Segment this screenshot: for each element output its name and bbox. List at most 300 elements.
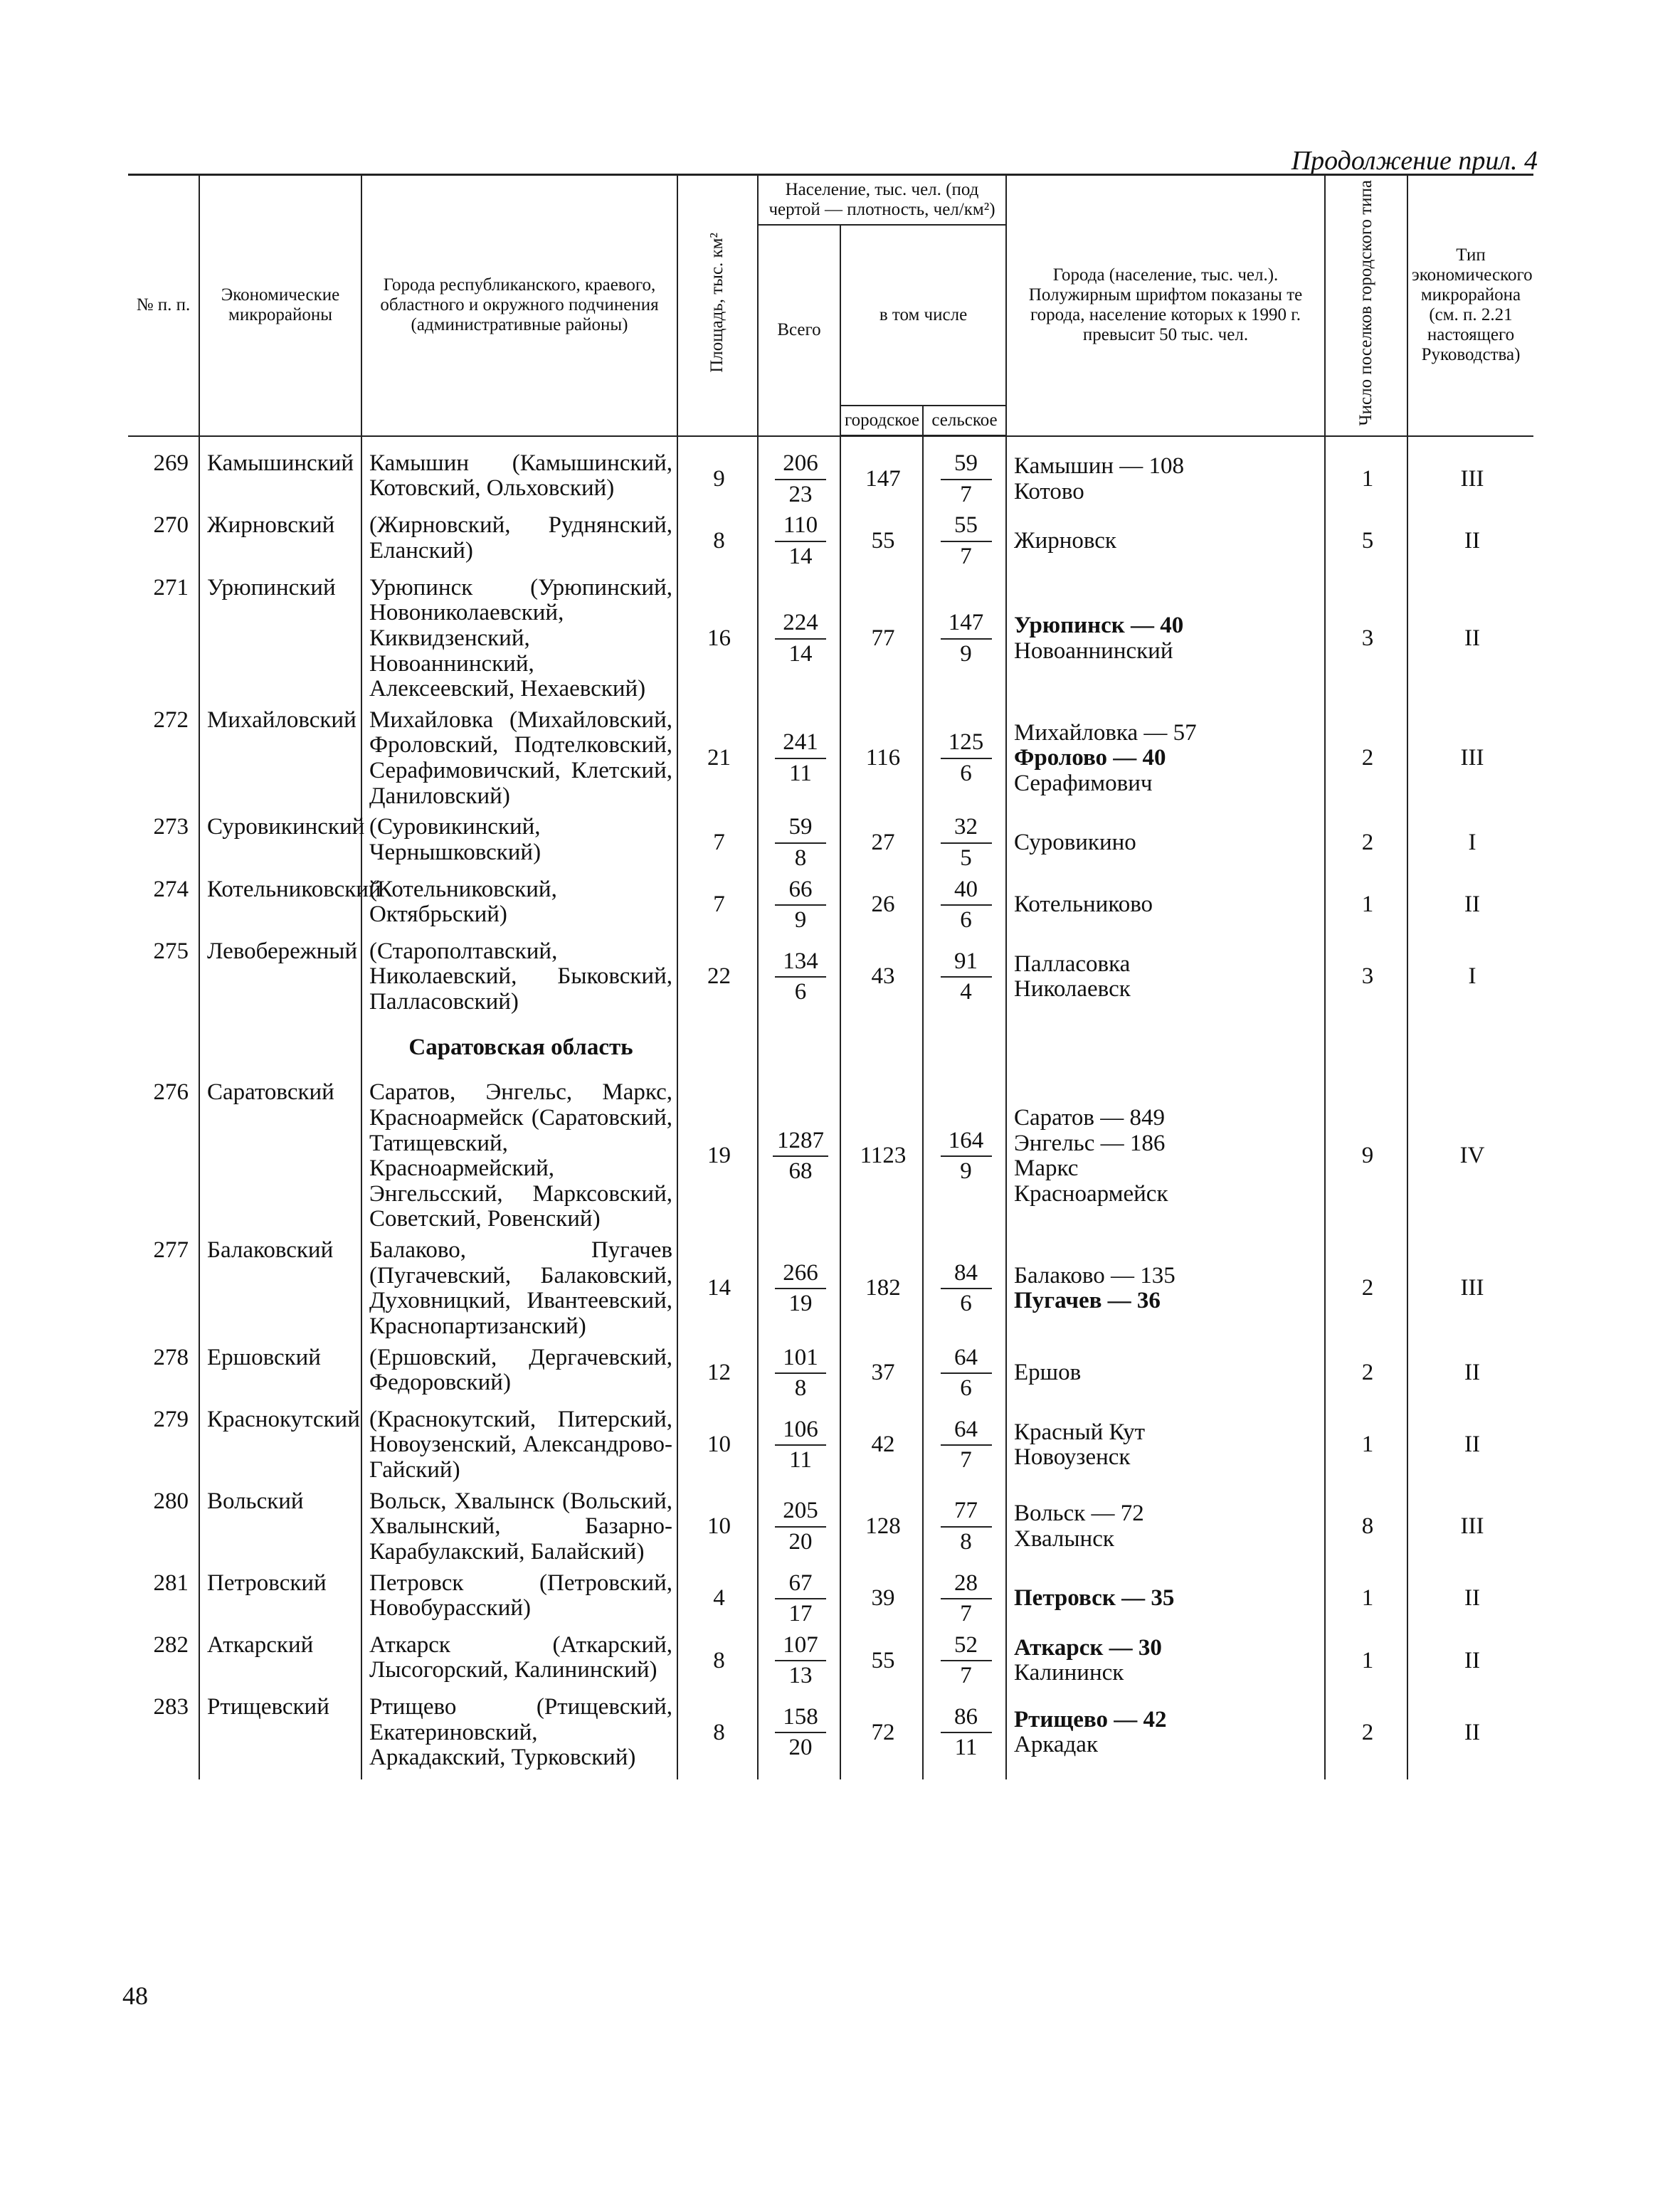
rural-density-value: 7 (960, 1663, 972, 1689)
urban-population: 116 (840, 705, 923, 813)
row-number: 281 (128, 1568, 199, 1630)
rural-density-value: 4 (960, 979, 972, 1005)
rural-population-value: 125 (941, 730, 992, 759)
table-row (128, 1692, 1533, 1779)
total-density-value: 20 (788, 1529, 813, 1555)
administrative-districts: (Краснокутский, Питерский, Новоузенский, Александрово-Гайский) (361, 1404, 677, 1486)
settlements-count: 1 (1325, 1630, 1407, 1692)
settlements-count: 8 (1325, 1486, 1407, 1568)
microdistrict-type: III (1407, 705, 1533, 813)
urban-population: 72 (840, 1692, 923, 1779)
total-population (758, 1343, 840, 1404)
total-population-value: 134 (775, 949, 826, 978)
microdistrict-name: Вольский (199, 1486, 361, 1568)
row-number: 276 (128, 1077, 199, 1235)
rural-population (923, 874, 1006, 936)
total-fraction (775, 730, 826, 786)
settlements-count: 1 (1325, 874, 1407, 936)
total-density-value: 20 (788, 1735, 813, 1761)
microdistrict-name: Краснокутский (199, 1404, 361, 1486)
rural-fraction (941, 1128, 992, 1185)
rural-population (923, 812, 1006, 874)
total-population-value: 67 (775, 1571, 826, 1600)
row-number: 280 (128, 1486, 199, 1568)
total-population (758, 874, 840, 936)
rural-population (923, 1630, 1006, 1692)
rural-density-value: 11 (954, 1735, 978, 1761)
total-population (758, 1404, 840, 1486)
microdistrict-name: Михайловский (199, 705, 361, 813)
microdistrict-name: Саратовский (199, 1077, 361, 1235)
rural-density-value: 9 (960, 640, 972, 667)
table-row (128, 1235, 1533, 1343)
rural-density-value: 7 (960, 1601, 972, 1627)
table-row (128, 1404, 1533, 1486)
rural-fraction (941, 1345, 992, 1402)
city-entry: Вольск — 72 (1014, 1501, 1144, 1527)
total-population (758, 936, 840, 1018)
rural-density-value: 8 (960, 1529, 972, 1555)
appendix-table (128, 174, 1533, 1779)
city-entry: Аткарск — 30 (1014, 1634, 1162, 1661)
total-population-value: 224 (775, 610, 826, 640)
administrative-districts: (Старополтавский, Николаевский, Быковский, Палласовский) (361, 936, 677, 1018)
urban-population: 39 (840, 1568, 923, 1630)
header-area-text: Площадь, тыс. км² (707, 233, 727, 374)
urban-population: 1123 (840, 1077, 923, 1235)
rural-fraction (941, 1417, 992, 1474)
total-density-value: 8 (794, 1375, 807, 1402)
total-fraction (775, 877, 826, 933)
microdistrict-name: Ртищевский (199, 1692, 361, 1779)
urban-population: 27 (840, 812, 923, 874)
area-value: 8 (677, 1692, 758, 1779)
total-density-value: 6 (794, 979, 807, 1005)
microdistrict-name: Котельниковский (199, 874, 361, 936)
settlements-count: 2 (1325, 705, 1407, 813)
total-density-value: 68 (788, 1158, 813, 1185)
rural-fraction (941, 1705, 992, 1761)
total-population (758, 436, 840, 511)
urban-population: 26 (840, 874, 923, 936)
area-value: 7 (677, 874, 758, 936)
area-value: 10 (677, 1404, 758, 1486)
city-entry: Энгельс — 186 (1014, 1130, 1166, 1156)
cell-empty (758, 1018, 840, 1078)
rural-population-value: 52 (941, 1633, 992, 1662)
header-total: Всего (758, 225, 840, 436)
rural-density-value: 6 (960, 907, 972, 933)
city-entry: Ртищево — 42 (1014, 1706, 1167, 1732)
total-population (758, 1235, 840, 1343)
rural-population-value: 32 (941, 815, 992, 844)
total-population-value: 66 (775, 877, 826, 906)
rural-density-value: 6 (960, 761, 972, 786)
microdistrict-name: Суровикинский (199, 812, 361, 874)
administrative-districts: Аткарск (Аткарский, Лысогорский, Калининский) (361, 1630, 677, 1692)
continuation-label: Продолжение прил. 4 (1291, 146, 1538, 176)
total-population-value: 241 (775, 730, 826, 759)
city-entry: Ершов (1014, 1360, 1082, 1386)
rural-fraction (941, 1633, 992, 1689)
rural-population (923, 436, 1006, 511)
settlements-count: 2 (1325, 812, 1407, 874)
table-body (128, 436, 1533, 1779)
settlements-count: 1 (1325, 1404, 1407, 1486)
total-fraction (775, 949, 826, 1005)
row-number: 272 (128, 705, 199, 813)
microdistrict-type: II (1407, 1692, 1533, 1779)
table-row (128, 436, 1533, 511)
total-population-value: 110 (775, 513, 826, 542)
city-entry: Маркс (1014, 1155, 1079, 1182)
city-entry: Красноармейск (1014, 1180, 1168, 1207)
microdistrict-name: Левобережный (199, 936, 361, 1018)
cities-population (1006, 510, 1325, 572)
total-fraction (775, 1417, 826, 1474)
rural-population-value: 40 (941, 877, 992, 906)
rural-fraction (941, 513, 992, 569)
table-row (128, 1486, 1533, 1568)
cell-empty (1407, 1018, 1533, 1078)
rural-fraction (941, 610, 992, 667)
total-fraction (775, 1571, 826, 1627)
microdistrict-type: II (1407, 1568, 1533, 1630)
rural-population (923, 1404, 1006, 1486)
total-population (758, 1486, 840, 1568)
area-value: 7 (677, 812, 758, 874)
cities-population (1006, 705, 1325, 813)
cities-population (1006, 1343, 1325, 1404)
table-row (128, 705, 1533, 813)
city-entry: Котово (1014, 478, 1084, 504)
row-number: 270 (128, 510, 199, 572)
cities-population (1006, 1077, 1325, 1235)
rural-density-value: 6 (960, 1291, 972, 1317)
city-entry: Хвалынск (1014, 1526, 1114, 1552)
rural-population (923, 1568, 1006, 1630)
header-type: Тип экономического микрорайона (см. п. 2.21 настоящего Руководства) (1407, 175, 1533, 436)
header-cities-districts: Города республиканского, краевого, областного и окружного подчинения (административные районы) (361, 175, 677, 436)
table-row (128, 1343, 1533, 1404)
settlements-count: 1 (1325, 1568, 1407, 1630)
settlements-count: 3 (1325, 573, 1407, 705)
microdistrict-name: Камышинский (199, 436, 361, 511)
rural-population (923, 1486, 1006, 1568)
row-number: 275 (128, 936, 199, 1018)
header-area (677, 175, 758, 436)
header-population: Население, тыс. чел. (под чертой — плотность, чел/км²) (758, 175, 1006, 226)
rural-population-value: 64 (941, 1345, 992, 1375)
header-num: № п. п. (128, 175, 199, 436)
city-entry: Суровикино (1014, 830, 1136, 856)
cell-empty (128, 1018, 199, 1078)
total-population (758, 1077, 840, 1235)
administrative-districts: Михайловка (Михайловский, Фроловский, Подтелковский, Серафимовичский, Клетский, Даниловский) (361, 705, 677, 813)
row-number: 278 (128, 1343, 199, 1404)
row-number: 269 (128, 436, 199, 511)
urban-population: 42 (840, 1404, 923, 1486)
urban-population: 147 (840, 436, 923, 511)
total-fraction (775, 1261, 826, 1317)
total-fraction (775, 513, 826, 569)
rural-population-value: 86 (941, 1705, 992, 1734)
area-value: 16 (677, 573, 758, 705)
row-number: 274 (128, 874, 199, 936)
administrative-districts: Балаково, Пугачев (Пугачевский, Балаковский, Духовницкий, Ивантеевский, Краснопартизанский) (361, 1235, 677, 1343)
total-population-value: 107 (775, 1633, 826, 1662)
cell-empty (1325, 1018, 1407, 1078)
total-population-value: 266 (775, 1261, 826, 1290)
row-number: 282 (128, 1630, 199, 1692)
total-density-value: 8 (794, 845, 807, 871)
settlements-count: 3 (1325, 936, 1407, 1018)
total-population (758, 1692, 840, 1779)
city-entry: Калининск (1014, 1660, 1124, 1686)
microdistrict-type: II (1407, 573, 1533, 705)
city-entry: Фролово — 40 (1014, 745, 1166, 771)
total-density-value: 23 (788, 481, 813, 507)
cell-empty (1006, 1018, 1325, 1078)
settlements-count: 5 (1325, 510, 1407, 572)
settlements-count: 1 (1325, 436, 1407, 511)
table-row (128, 874, 1533, 936)
rural-density-value: 5 (960, 845, 972, 871)
area-value: 22 (677, 936, 758, 1018)
header-microdistricts: Экономические микрорайоны (199, 175, 361, 436)
total-population-value: 101 (775, 1345, 826, 1375)
cities-population (1006, 1630, 1325, 1692)
rural-fraction (941, 1261, 992, 1317)
header-cities-population: Города (население, тыс. чел.). Полужирным шрифтом показаны те города, население которых к 1990 г. превысит 50 тыс. чел. (1006, 175, 1325, 436)
area-value: 8 (677, 1630, 758, 1692)
header-including: в том числе (840, 225, 1006, 406)
city-entry: Петровск — 35 (1014, 1585, 1175, 1612)
region-heading-row (128, 1018, 1533, 1078)
cities-population (1006, 436, 1325, 511)
header-urban: городское (840, 406, 923, 436)
header-rural: сельское (923, 406, 1006, 436)
administrative-districts: Урюпинск (Урюпинский, Новониколаевский, Киквидзенский, Новоаннинский, Алексеевский, Нехаевский) (361, 573, 677, 705)
cities-population (1006, 1404, 1325, 1486)
rural-density-value: 7 (960, 1447, 972, 1474)
city-entry: Камышин — 108 (1014, 453, 1185, 479)
table-row (128, 1568, 1533, 1630)
area-value: 9 (677, 436, 758, 511)
urban-population: 128 (840, 1486, 923, 1568)
page-number: 48 (122, 1982, 148, 2010)
total-fraction (775, 451, 826, 507)
rural-fraction (941, 949, 992, 1005)
city-entry: Жирновск (1014, 528, 1116, 554)
urban-population: 55 (840, 1630, 923, 1692)
rural-population (923, 1235, 1006, 1343)
city-entry: Пугачев — 36 (1014, 1288, 1161, 1314)
rural-fraction (941, 451, 992, 507)
area-value: 19 (677, 1077, 758, 1235)
city-entry: Красный Кут (1014, 1419, 1145, 1445)
settlements-count: 9 (1325, 1077, 1407, 1235)
rural-population-value: 147 (941, 610, 992, 640)
rural-density-value: 7 (960, 481, 972, 507)
total-fraction (775, 1345, 826, 1402)
city-entry: Николаевск (1014, 976, 1131, 1002)
microdistrict-type: II (1407, 1630, 1533, 1692)
cell-empty (199, 1018, 361, 1078)
microdistrict-type: I (1407, 812, 1533, 874)
city-entry: Серафимович (1014, 770, 1153, 796)
rural-population (923, 510, 1006, 572)
header-settlements-text: Число поселков городского типа (1356, 180, 1375, 426)
cities-population (1006, 936, 1325, 1018)
microdistrict-type: II (1407, 874, 1533, 936)
row-number: 283 (128, 1692, 199, 1779)
cities-population (1006, 1486, 1325, 1568)
total-population (758, 705, 840, 813)
total-population-value: 106 (775, 1417, 826, 1446)
city-entry: Саратов — 849 (1014, 1104, 1166, 1131)
city-entry: Новоаннинский (1014, 637, 1173, 664)
microdistrict-type: III (1407, 436, 1533, 511)
cell-empty (840, 1018, 923, 1078)
microdistrict-type: III (1407, 1486, 1533, 1568)
rural-density-value: 6 (960, 1375, 972, 1402)
administrative-districts: (Жирновский, Руднянский, Еланский) (361, 510, 677, 572)
total-density-value: 11 (789, 761, 812, 786)
total-fraction (775, 1705, 826, 1761)
rural-fraction (941, 1571, 992, 1627)
area-value: 8 (677, 510, 758, 572)
area-value: 4 (677, 1568, 758, 1630)
table-row (128, 510, 1533, 572)
total-density-value: 14 (788, 640, 813, 667)
settlements-count: 2 (1325, 1692, 1407, 1779)
total-population (758, 812, 840, 874)
total-density-value: 11 (789, 1447, 812, 1474)
city-entry: Аркадак (1014, 1732, 1098, 1758)
administrative-districts: (Ершовский, Дергачевский, Федоровский) (361, 1343, 677, 1404)
rural-population-value: 77 (941, 1498, 992, 1528)
administrative-districts: (Суровикинский, Чернышковский) (361, 812, 677, 874)
rural-population-value: 55 (941, 513, 992, 542)
cell-empty (677, 1018, 758, 1078)
area-value: 10 (677, 1486, 758, 1568)
microdistrict-name: Урюпинский (199, 573, 361, 705)
rural-population-value: 91 (941, 949, 992, 978)
total-density-value: 9 (794, 907, 807, 933)
rural-density-value: 7 (960, 544, 972, 569)
microdistrict-type: II (1407, 1404, 1533, 1486)
administrative-districts: Камышин (Камышинский, Котовский, Ольховский) (361, 436, 677, 511)
city-entry: Палласовка (1014, 951, 1131, 977)
microdistrict-name: Аткарский (199, 1630, 361, 1692)
rural-population-value: 28 (941, 1571, 992, 1600)
microdistrict-type: I (1407, 936, 1533, 1018)
rural-population-value: 84 (941, 1261, 992, 1290)
microdistrict-name: Жирновский (199, 510, 361, 572)
administrative-districts: Ртищево (Ртищевский, Екатериновский, Аркадакский, Турковский) (361, 1692, 677, 1779)
table-row (128, 1077, 1533, 1235)
urban-population: 43 (840, 936, 923, 1018)
total-population (758, 1630, 840, 1692)
microdistrict-type: II (1407, 510, 1533, 572)
cities-population (1006, 874, 1325, 936)
total-population (758, 510, 840, 572)
table-header (128, 175, 1533, 436)
row-number: 271 (128, 573, 199, 705)
cities-population (1006, 1568, 1325, 1630)
total-population-value: 59 (775, 815, 826, 844)
cities-population (1006, 812, 1325, 874)
rural-population (923, 936, 1006, 1018)
rural-population-value: 164 (941, 1128, 992, 1158)
table-row (128, 1630, 1533, 1692)
total-population (758, 573, 840, 705)
microdistrict-type: IV (1407, 1077, 1533, 1235)
total-density-value: 19 (788, 1291, 813, 1317)
city-entry: Балаково — 135 (1014, 1262, 1176, 1289)
total-population-value: 1287 (773, 1128, 828, 1158)
settlements-count: 2 (1325, 1235, 1407, 1343)
total-fraction (775, 1633, 826, 1689)
cities-population (1006, 1235, 1325, 1343)
table-row (128, 573, 1533, 705)
rural-population-value: 64 (941, 1417, 992, 1446)
total-fraction (775, 815, 826, 871)
total-population-value: 158 (775, 1705, 826, 1734)
rural-population (923, 573, 1006, 705)
rural-population (923, 1692, 1006, 1779)
total-fraction (773, 1128, 828, 1185)
administrative-districts: Саратов, Энгельс, Маркс, Красноармейск (Саратовский, Татищевский, Красноармейский, Энгельсский, Марксовский, Советский, Ровенский) (361, 1077, 677, 1235)
cell-empty (923, 1018, 1006, 1078)
rural-population-value: 59 (941, 451, 992, 480)
area-value: 21 (677, 705, 758, 813)
microdistrict-type: III (1407, 1235, 1533, 1343)
microdistrict-name: Петровский (199, 1568, 361, 1630)
row-number: 277 (128, 1235, 199, 1343)
total-fraction (775, 1498, 826, 1555)
city-entry: Новоузенск (1014, 1444, 1131, 1471)
microdistrict-type: II (1407, 1343, 1533, 1404)
cities-population (1006, 1692, 1325, 1779)
urban-population: 77 (840, 573, 923, 705)
area-value: 12 (677, 1343, 758, 1404)
total-population-value: 205 (775, 1498, 826, 1528)
header-settlements (1325, 175, 1407, 436)
microdistrict-name: Балаковский (199, 1235, 361, 1343)
rural-population (923, 1077, 1006, 1235)
total-fraction (775, 610, 826, 667)
settlements-count: 2 (1325, 1343, 1407, 1404)
area-value: 14 (677, 1235, 758, 1343)
city-entry: Михайловка — 57 (1014, 719, 1197, 746)
microdistrict-name: Ершовский (199, 1343, 361, 1404)
table-row (128, 812, 1533, 874)
table-row (128, 936, 1533, 1018)
total-density-value: 14 (788, 544, 813, 569)
administrative-districts: Петровск (Петровский, Новобурасский) (361, 1568, 677, 1630)
rural-fraction (941, 877, 992, 933)
row-number: 279 (128, 1404, 199, 1486)
rural-fraction (941, 1498, 992, 1555)
city-entry: Урюпинск — 40 (1014, 613, 1184, 639)
rural-fraction (941, 815, 992, 871)
total-population-value: 206 (775, 451, 826, 480)
urban-population: 37 (840, 1343, 923, 1404)
row-number: 273 (128, 812, 199, 874)
urban-population: 182 (840, 1235, 923, 1343)
